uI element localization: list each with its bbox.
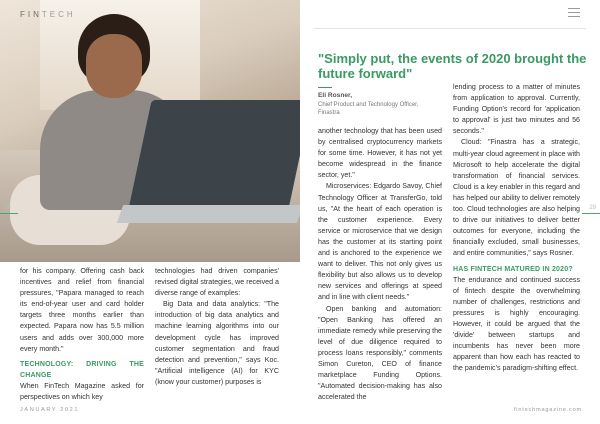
- section-heading: TECHNOLOGY: DRIVING THE CHANGE: [20, 360, 144, 379]
- paragraph: Cloud: "Finastra has a strategic, multi-year cloud agreement in place with Microsoft to help accelerate the digital transformation of financial services. Cloud is a key enabler in this regard and has helped our ability to deliver remotely too. Cloud technologies are also helping to drive our initiatives to deliver better outcomes for everyone, including the financially excluded, small businesses, and entire communities," says Rosner.: [453, 138, 580, 258]
- footer-date: JANUARY 2021: [20, 407, 80, 413]
- header-divider: [314, 28, 586, 29]
- paragraph: for his company. Offering cash back incentives and relief from financial pressures, "Papara managed to reach its end-of-year user and card holder targets three months earlier than expected. Papara now has 5.5 million users and adds over 300,000 more every month.": [20, 267, 144, 353]
- right-column-1: [318, 126, 442, 403]
- person-face: [86, 34, 142, 98]
- brand-logo: FINTECH: [20, 10, 76, 19]
- paragraph: Big Data and data analytics: "The introduction of big data analytics and machine learning algorithms into our development cycle has improved customer segmentation and fraud detection and prevention," says Koc. "Artificial intelligence (AI) for KYC (know your customer) purposes is: [155, 300, 279, 386]
- paragraph: Microservices: Edgardo Savoy, Chief Technology Officer at TransferGo, told us, "At the heart of each operation is the customer experience. Every service or microservice that we design has the customer at its starting point and is anchored to the experience we want to deliver. This not only gives us flexibility but also allows us to develop new services and offerings at speed and in line with client needs.": [318, 182, 442, 302]
- page-number-right: 29: [589, 205, 596, 211]
- section-heading: HAS FINTECH MATURED IN 2020?: [453, 265, 573, 273]
- left-column-2: [155, 266, 279, 388]
- page-marker-rule: [0, 213, 18, 214]
- quote-rule: [318, 87, 332, 88]
- left-column-1: [20, 266, 144, 403]
- quote-author-role: Chief Product and Technology Officer, Finastra: [318, 102, 419, 116]
- hamburger-menu-icon[interactable]: [568, 8, 580, 17]
- page-marker-rule: [582, 213, 600, 214]
- right-page: [300, 0, 600, 424]
- footer-website[interactable]: fintechmagazine.com: [513, 407, 582, 413]
- paragraph: lending process to a matter of minutes from application to approval. Currently, Funding Option's record for 'application to approval' is just two minutes and 56 seconds.": [453, 83, 580, 136]
- paragraph: another technology that has been used by centralised cryptocurrency markets for some time. However, it has not yet become widespread in the finance sector, yet.": [318, 127, 442, 180]
- paragraph: Open banking and automation: "Open Banking has offered an immediate remedy while preserving the level of due diligence required to process loans responsibly," comments Simon Cureton, CEO of finance marketplace Funding Options. "Automated decision-making has also accelerated the: [318, 304, 442, 402]
- page-number-left: 28: [4, 205, 11, 211]
- right-column-2: [453, 82, 580, 374]
- laptop-base: [117, 205, 300, 223]
- paragraph: The endurance and continued success of fintech despite the overwhelming number of challenges, restrictions and pressures is highly encouraging. However, it could be argued that the 'divide' between startups and incumbents has never been more apparent than how each has reacted to the pandemic's paradigm-shifting effect.: [453, 275, 580, 373]
- pull-quote: "Simply put, the events of 2020 brought the future forward": [318, 51, 587, 81]
- laptop-screen: [128, 100, 300, 210]
- hero-photo: [0, 0, 300, 262]
- paragraph: technologies had driven companies' revised digital strategies, we received a diverse range of examples:: [155, 267, 279, 298]
- quote-author-name: Eli Rosner,: [318, 92, 353, 99]
- paragraph: When FinTech Magazine asked for perspectives on which key: [20, 381, 144, 402]
